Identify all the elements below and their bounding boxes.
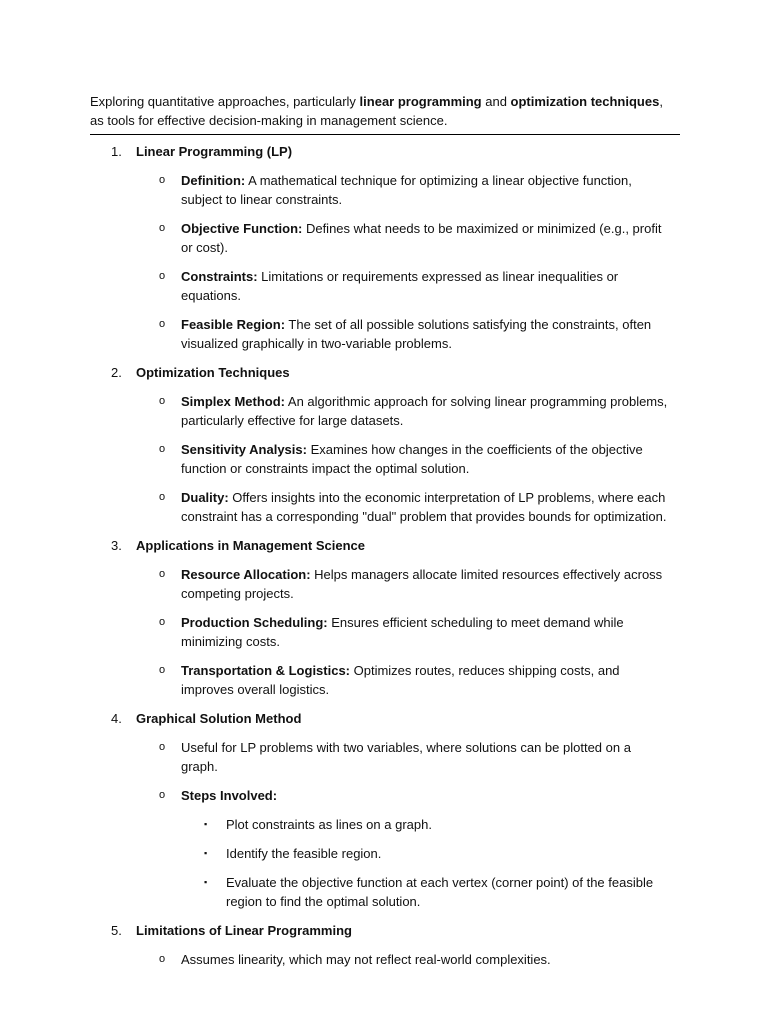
sub-list-item	[204, 873, 680, 911]
circle-bullet-icon: o	[159, 491, 166, 503]
circle-bullet-icon: o	[159, 222, 166, 234]
item-description: Helps managers allocate limited resources effectively across competing projects.	[181, 567, 663, 601]
intro-text	[90, 92, 680, 130]
item-description: Defines what needs to be maximized or minimized (e.g., profit or cost).	[181, 221, 662, 255]
circle-bullet-icon: o	[159, 953, 166, 965]
item-description: Limitations or requirements expressed as linear inequalities or equations.	[181, 269, 619, 303]
section-title: Linear Programming (LP)	[136, 144, 293, 159]
item-term: Simplex Method:	[181, 394, 286, 409]
list-item	[159, 392, 680, 430]
list-item	[159, 315, 680, 353]
item-term: Transportation & Logistics:	[181, 663, 351, 678]
item-description: Assumes linearity, which may not reflect real-world complexities.	[181, 952, 551, 967]
item-term: Feasible Region:	[181, 317, 286, 332]
section-heading	[111, 921, 680, 940]
item-term: Objective Function:	[181, 221, 303, 236]
list-item	[159, 171, 680, 209]
item-description: Examines how changes in the coefficients of the objective function or constraints impact the optimal solution.	[181, 442, 643, 476]
circle-bullet-icon: o	[159, 664, 166, 676]
list-item	[159, 267, 680, 305]
intro-text-part: , as tools for effective decision-making in management science.	[90, 94, 663, 128]
section-number: 1.	[111, 144, 122, 159]
section-heading	[111, 142, 680, 161]
section-number: 5.	[111, 923, 122, 938]
square-bullet-icon: ▪	[204, 819, 208, 829]
intro-paragraph	[90, 92, 680, 135]
square-bullet-icon: ▪	[204, 848, 208, 858]
sub-item-text: Plot constraints as lines on a graph.	[226, 817, 432, 832]
circle-bullet-icon: o	[159, 270, 166, 282]
circle-bullet-icon: o	[159, 568, 166, 580]
list-item	[159, 950, 680, 969]
section-title: Graphical Solution Method	[136, 711, 302, 726]
list-item	[159, 661, 680, 699]
circle-bullet-icon: o	[159, 174, 166, 186]
circle-bullet-icon: o	[159, 789, 166, 801]
circle-bullet-icon: o	[159, 318, 166, 330]
sub-list-item	[204, 815, 680, 834]
section-optimization-techniques	[90, 363, 680, 526]
item-term: Steps Involved:	[181, 788, 278, 803]
list-item	[159, 613, 680, 651]
section-limitations	[90, 921, 680, 969]
item-description: Offers insights into the economic interpretation of LP problems, where each constraint has a corresponding "dual" problem that provides bounds for optimization.	[181, 490, 667, 524]
sub-item-text: Identify the feasible region.	[226, 846, 382, 861]
intro-text-part: Exploring quantitative approaches, particularly	[90, 94, 360, 109]
item-description: Useful for LP problems with two variables, where solutions can be plotted on a graph.	[181, 740, 631, 774]
item-description: A mathematical technique for optimizing a linear objective function, subject to linear constraints.	[181, 173, 632, 207]
section-title: Optimization Techniques	[136, 365, 290, 380]
item-term: Constraints:	[181, 269, 258, 284]
square-bullet-icon: ▪	[204, 877, 208, 887]
section-applications	[90, 536, 680, 699]
circle-bullet-icon: o	[159, 741, 166, 753]
item-term: Resource Allocation:	[181, 567, 311, 582]
item-term: Production Scheduling:	[181, 615, 328, 630]
circle-bullet-icon: o	[159, 616, 166, 628]
item-term: Duality:	[181, 490, 229, 505]
outline	[90, 142, 680, 979]
section-number: 4.	[111, 711, 122, 726]
section-heading	[111, 363, 680, 382]
list-item	[159, 738, 680, 776]
section-heading	[111, 709, 680, 728]
item-description: Ensures efficient scheduling to meet demand while minimizing costs.	[181, 615, 624, 649]
section-heading	[111, 536, 680, 555]
item-description: Optimizes routes, reduces shipping costs, and improves overall logistics.	[181, 663, 620, 697]
section-number: 2.	[111, 365, 122, 380]
sub-list-item	[204, 844, 680, 863]
intro-bold-linear-programming: linear programming	[359, 94, 482, 109]
list-item	[159, 440, 680, 478]
circle-bullet-icon: o	[159, 395, 166, 407]
list-item	[159, 488, 680, 526]
intro-text-part: and	[481, 94, 511, 109]
section-title: Limitations of Linear Programming	[136, 923, 352, 938]
circle-bullet-icon: o	[159, 443, 166, 455]
section-graphical-solution	[90, 709, 680, 911]
item-term: Definition:	[181, 173, 246, 188]
list-item	[159, 219, 680, 257]
list-item	[159, 786, 680, 805]
sub-item-text: Evaluate the objective function at each vertex (corner point) of the feasible region to find the optimal solution.	[226, 875, 654, 909]
section-linear-programming	[90, 142, 680, 353]
list-item	[159, 565, 680, 603]
intro-bold-optimization-techniques: optimization techniques	[510, 94, 660, 109]
item-description: The set of all possible solutions satisfying the constraints, often visualized graphically in two-variable problems.	[181, 317, 652, 351]
section-number: 3.	[111, 538, 122, 553]
item-term: Sensitivity Analysis:	[181, 442, 307, 457]
item-description: An algorithmic approach for solving linear programming problems, particularly effective for large datasets.	[181, 394, 668, 428]
section-title: Applications in Management Science	[136, 538, 365, 553]
